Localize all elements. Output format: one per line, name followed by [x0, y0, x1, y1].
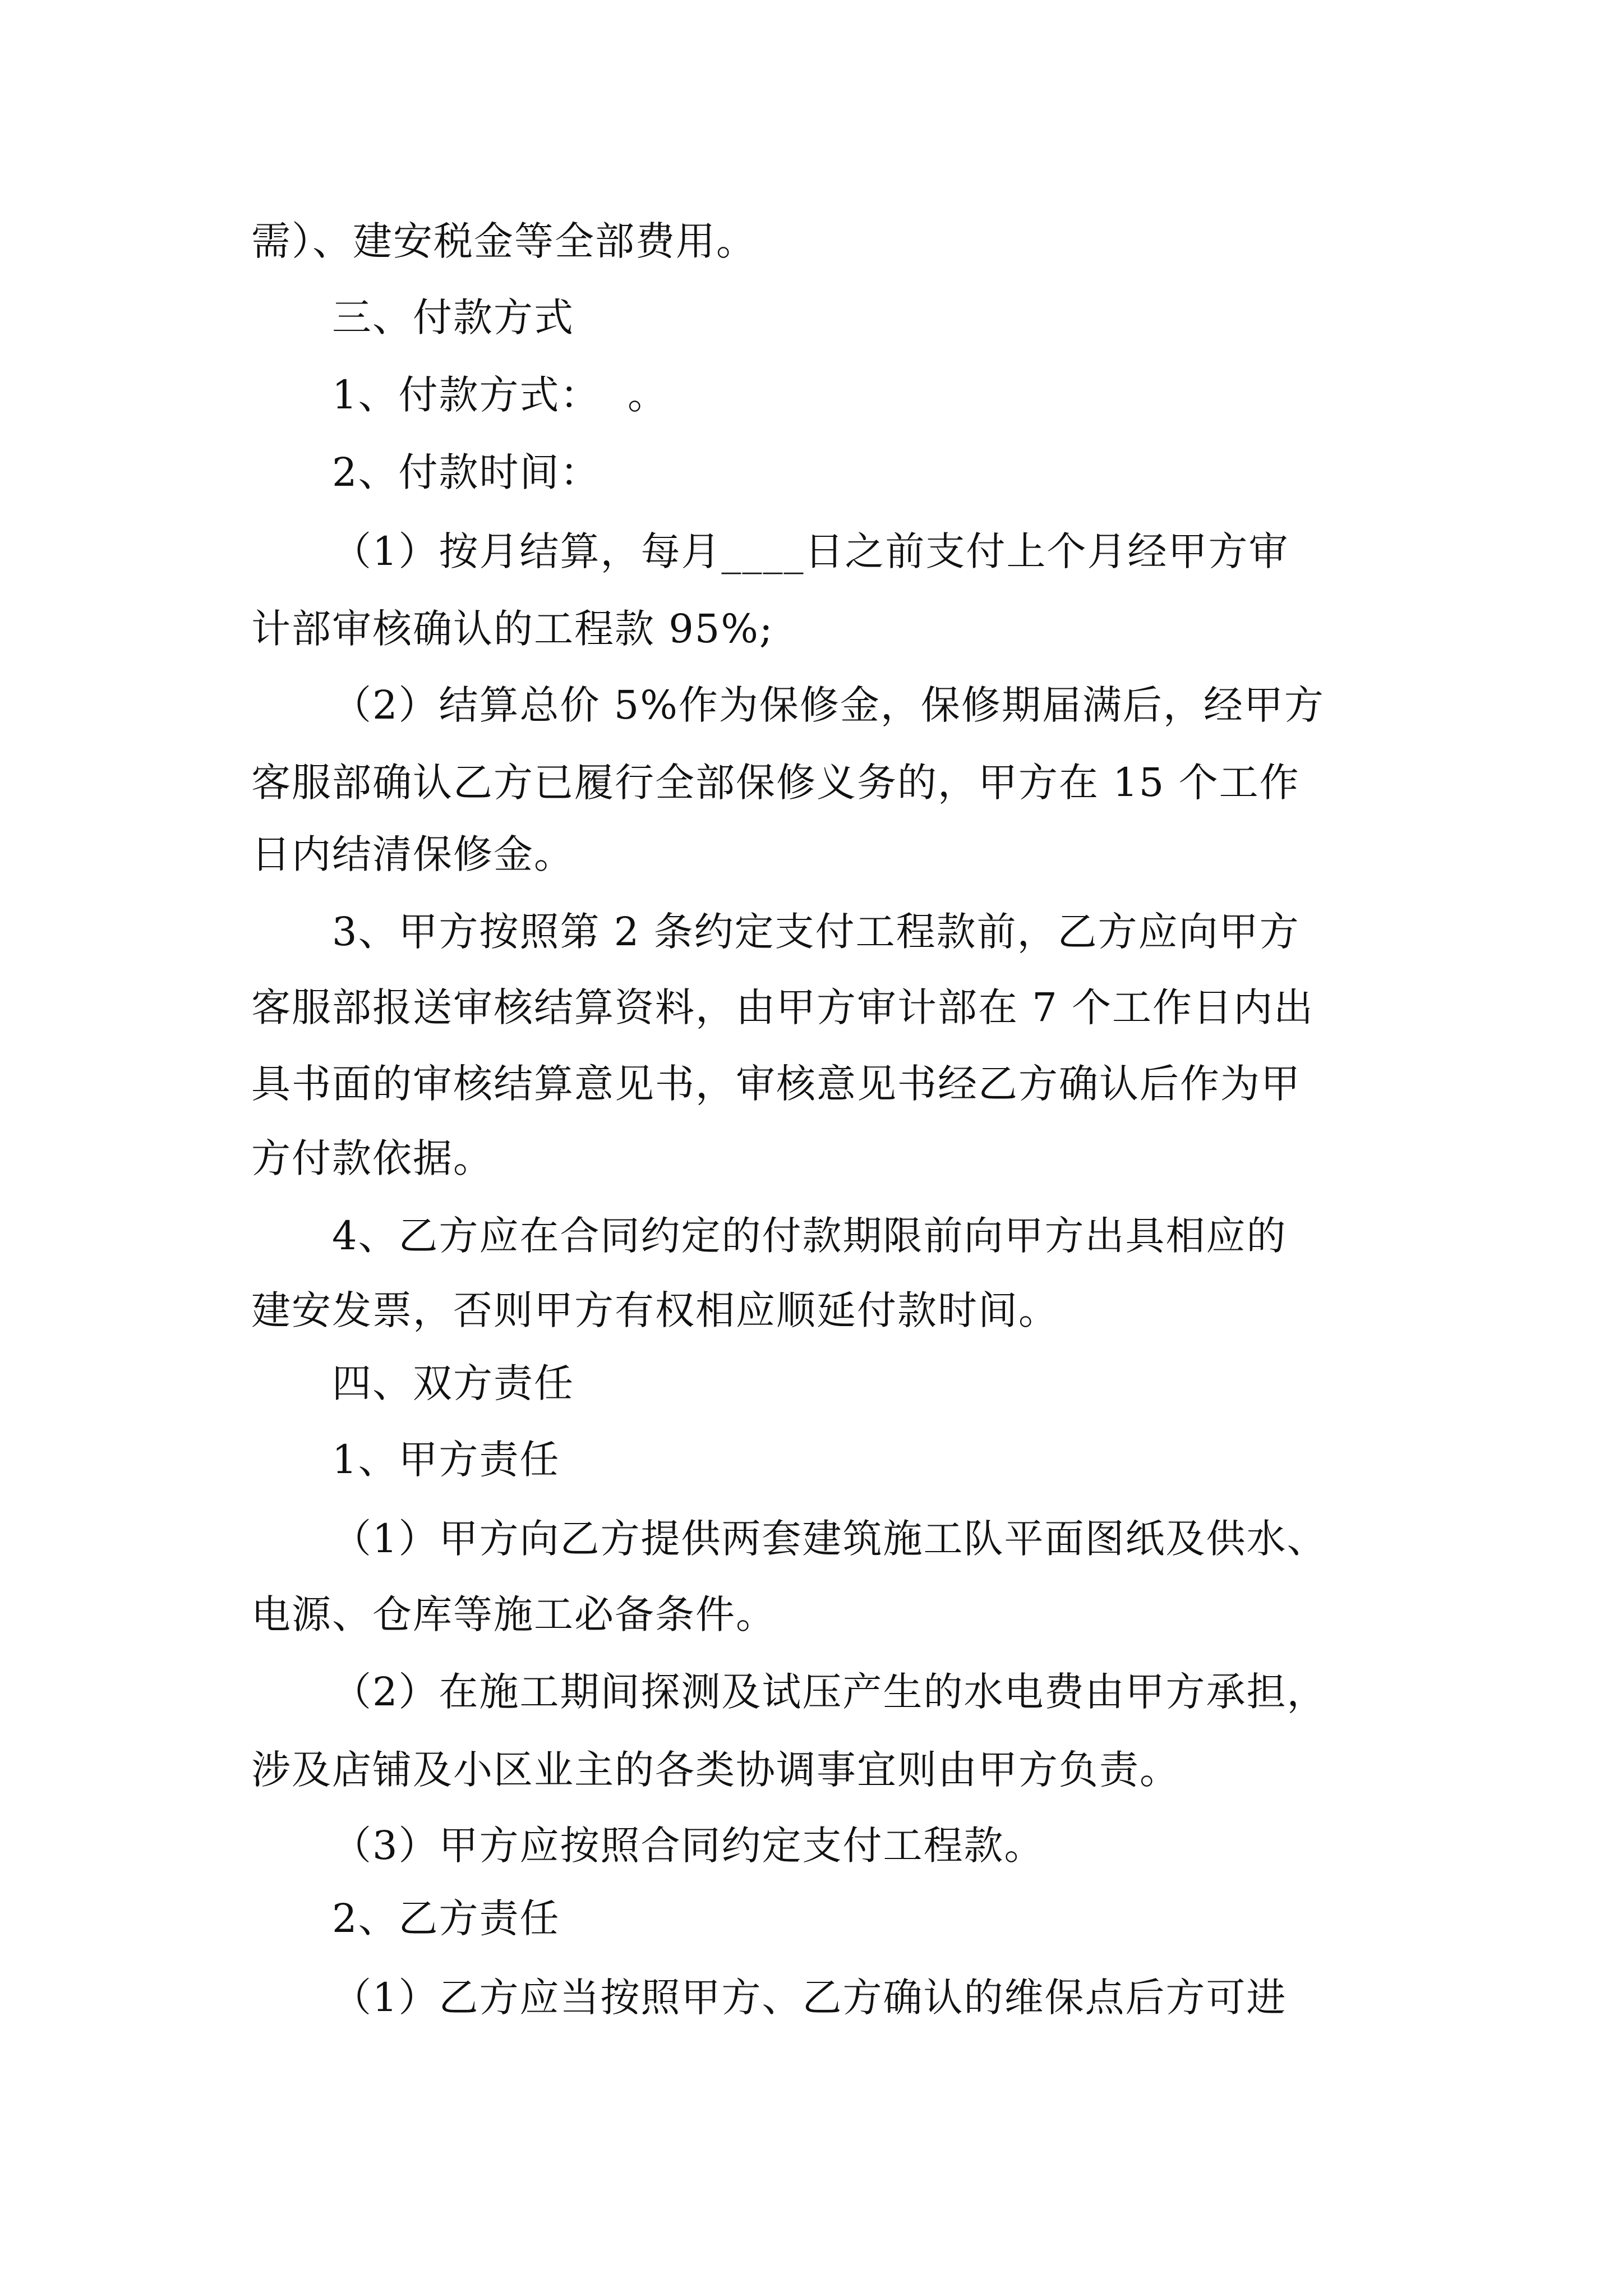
paragraph-line: 计部审核确认的工程款 95%;	[251, 606, 774, 652]
paragraph-line: 具书面的审核结算意见书，审核意见书经乙方确认后作为甲	[251, 1061, 1301, 1107]
paragraph-line: （1）按月结算，每月____日之前支付上个月经甲方审	[332, 528, 1289, 574]
paragraph-line: （2）在施工期间探测及试压产生的水电费由甲方承担，	[332, 1669, 1327, 1715]
paragraph-line: 3、甲方按照第 2 条约定支付工程款前，乙方应向甲方	[332, 909, 1300, 955]
paragraph-line: 方付款依据。	[251, 1135, 494, 1181]
paragraph-line: 涉及店铺及小区业主的各类协调事宜则由甲方负责。	[251, 1747, 1180, 1793]
subheading-party-b: 2、乙方责任	[332, 1895, 560, 1941]
paragraph-line: 1、付款方式： 。	[332, 372, 668, 418]
section-heading-responsibilities: 四、双方责任	[332, 1360, 574, 1406]
paragraph-line: 客服部确认乙方已履行全部保修义务的，甲方在 15 个工作	[251, 760, 1300, 806]
paragraph-line: （1）甲方向乙方提供两套建筑施工队平面图纸及供水、	[332, 1516, 1327, 1562]
paragraph-line: （1）乙方应当按照甲方、乙方确认的维保点后方可进	[332, 1975, 1287, 2021]
paragraph-line: 建安发票，否则甲方有权相应顺延付款时间。	[251, 1287, 1059, 1333]
subheading-party-a: 1、甲方责任	[332, 1437, 560, 1483]
section-heading-payment: 三、付款方式	[332, 295, 574, 341]
paragraph-line: 电源、仓库等施工必备条件。	[251, 1591, 776, 1637]
paragraph-line: 4、乙方应在合同约定的付款期限前向甲方出具相应的	[332, 1213, 1287, 1259]
paragraph-line: （2）结算总价 5%作为保修金，保修期届满后，经甲方	[332, 682, 1325, 728]
paragraph-line: 客服部报送审核结算资料，由甲方审计部在 7 个工作日内出	[251, 984, 1315, 1030]
paragraph-line: （3）甲方应按照合同约定支付工程款。	[332, 1823, 1045, 1869]
paragraph-line: 2、付款时间：	[332, 449, 601, 495]
paragraph-line: 需）、建安税金等全部费用。	[251, 218, 757, 264]
paragraph-line: 日内结清保修金。	[251, 831, 574, 877]
